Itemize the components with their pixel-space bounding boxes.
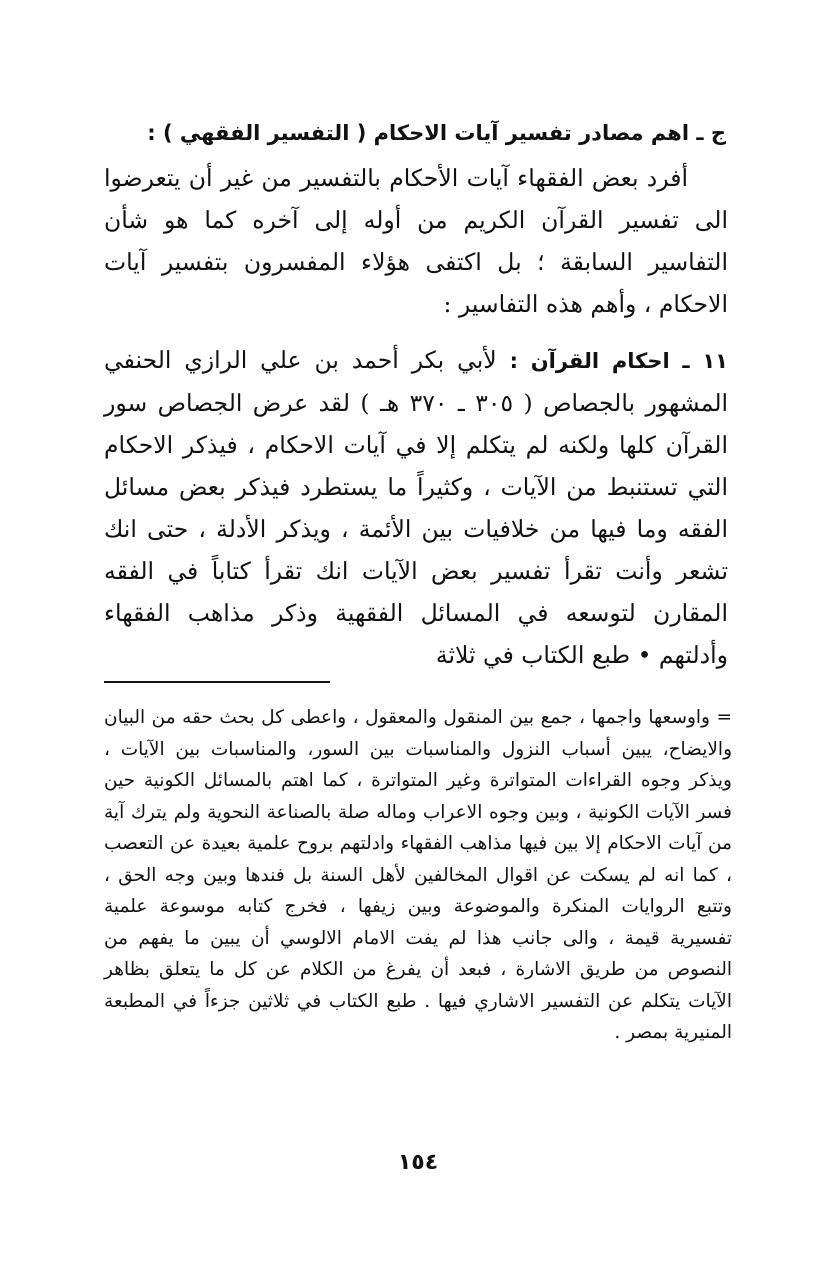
- entry-title: ١١ ـ احكام القرآن :: [509, 349, 728, 373]
- page-number: ١٥٤: [397, 1150, 439, 1175]
- footnote-divider: [104, 681, 330, 683]
- entry-paragraph: [104, 339, 728, 676]
- main-text-block: [104, 112, 728, 676]
- footnote-text: = واوسعها واجمها ، جمع بين المنقول والمعقول ، واعطى كل بحث حقه من البيان والايضاح، يبين أسباب النزول والمناسبات بين السور، والمناسبات بين الآيات ، ويذكر وجوه القراءات المتواترة وغير المتواترة ، كما اهتم بالمسائل الكونية حين فسر الآيات الكونية ، وبين وجوه الاعراب وماله صلة بالصناعة النحوية ولم يترك آية من آيات الاحكام إلا بين فيها مذاهب الفقهاء وادلتهم بروح علمية بعيدة عن التعصب ، كما انه لم يسكت عن اقوال المخالفين لأهل السنة بل فندها وبين وجه الحق ، وتتبع الروايات المنكرة والموضوعة وبين زيفها ، فخرج كتابه موسوعة علمية تفسيرية قيمة ، والى جانب هذا لم يفت الامام الالوسي أن يبين ما يفهم من النصوص من طريق الاشارة ، فبعد أن يفرغ من الكلام عن كل ما يتعلق بظاهر الآيات يتكلم عن التفسير الاشاري فيها . طبع الكتاب في ثلاثين جزءاً في المطبعة المنيرية بمصر .: [104, 707, 732, 1043]
- entry-body: لأبي بكر أحمد بن علي الرازي الحنفي المشهور بالجصاص ( ٣٠٥ ـ ٣٧٠ هـ ) لقد عرض الجصاص سور القرآن كلها ولكنه لم يتكلم إلا في آيات الاحكام ، فيذكر الاحكام التي تستنبط من الآيات ، وكثيراً ما يستطرد فيذكر بعض مسائل الفقه وما فيها من خلافيات بين الأئمة ، ويذكر الأدلة ، حتى انك تشعر وأنت تقرأ تفسير بعض الآيات انك تقرأ كتاباً في الفقه المقارن لتوسعه في المسائل الفقهية وذكر مذاهب الفقهاء وأدلتهم • طبع الكتاب في ثلاثة: [104, 346, 729, 669]
- section-heading: ج ـ اهم مصادر تفسير آيات الاحكام ( التفسير الفقهي ) :: [147, 121, 726, 145]
- intro-paragraph: أفرد بعض الفقهاء آيات الأحكام بالتفسير من غير أن يتعرضوا الى تفسير القرآن الكريم من أوله إلى آخره كما هو شأن التفاسير السابقة ؛ بل اكتفى هؤلاء المفسرون بتفسير آيات الاحكام ، وأهم هذه التفاسير :: [104, 164, 728, 318]
